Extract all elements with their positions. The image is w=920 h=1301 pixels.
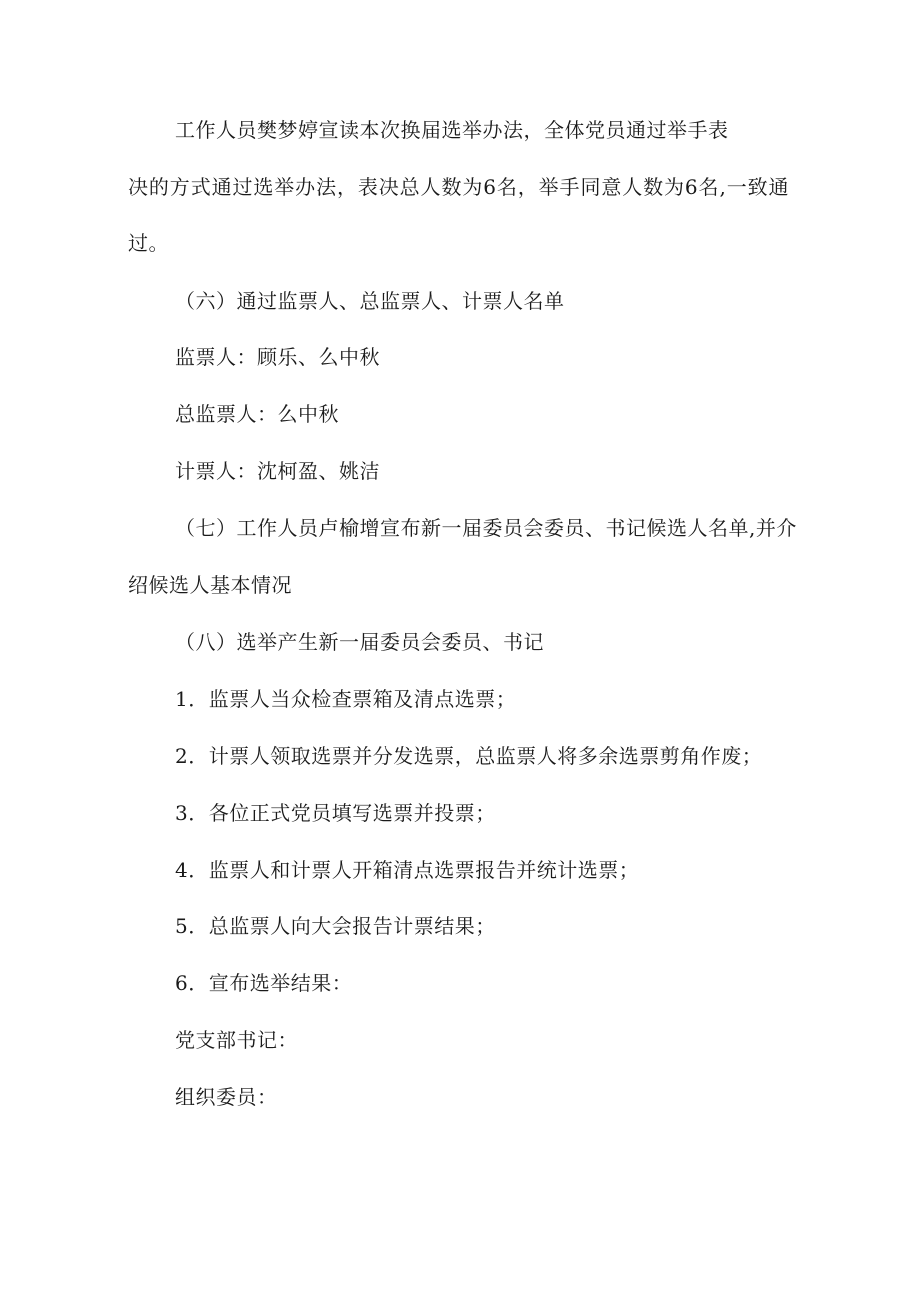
election-method-line-3: 过。 [128, 231, 169, 255]
election-method-line-2: 决的方式通过选举办法，表决总人数为6名，举手同意人数为6名,一致通 [128, 175, 789, 199]
scrutineers-line: 监票人：顾乐、么中秋 [175, 345, 380, 369]
section-seven-line-2: 绍候选人基本情况 [128, 573, 292, 597]
party-secretary-label: 党支部书记： [175, 1028, 298, 1052]
chief-scrutineer-line: 总监票人：么中秋 [175, 402, 339, 426]
step-item: 4．监票人和计票人开箱清点选票报告并统计选票； [175, 858, 640, 882]
organization-member-label: 组织委员： [175, 1085, 278, 1109]
step-item: 2．计票人领取选票并分发选票，总监票人将多余选票剪角作废； [175, 744, 763, 768]
section-six-heading: （六）通过监票人、总监票人、计票人名单 [175, 289, 565, 313]
step-item: 3．各位正式党员填写选票并投票； [175, 801, 496, 825]
section-seven-line-1: （七）工作人员卢榆增宣布新一届委员会委员、书记候选人名单,并介 [175, 516, 797, 540]
section-eight-heading: （八）选举产生新一届委员会委员、书记 [175, 630, 544, 654]
step-item: 6．宣布选举结果： [175, 971, 353, 995]
step-item: 1．监票人当众检查票箱及清点选票； [175, 687, 517, 711]
tellers-line: 计票人：沈柯盈、姚洁 [175, 459, 380, 483]
election-method-line-1: 工作人员樊梦婷宣读本次换届选举办法，全体党员通过举手表 [175, 118, 729, 142]
step-item: 5．总监票人向大会报告计票结果； [175, 914, 496, 938]
